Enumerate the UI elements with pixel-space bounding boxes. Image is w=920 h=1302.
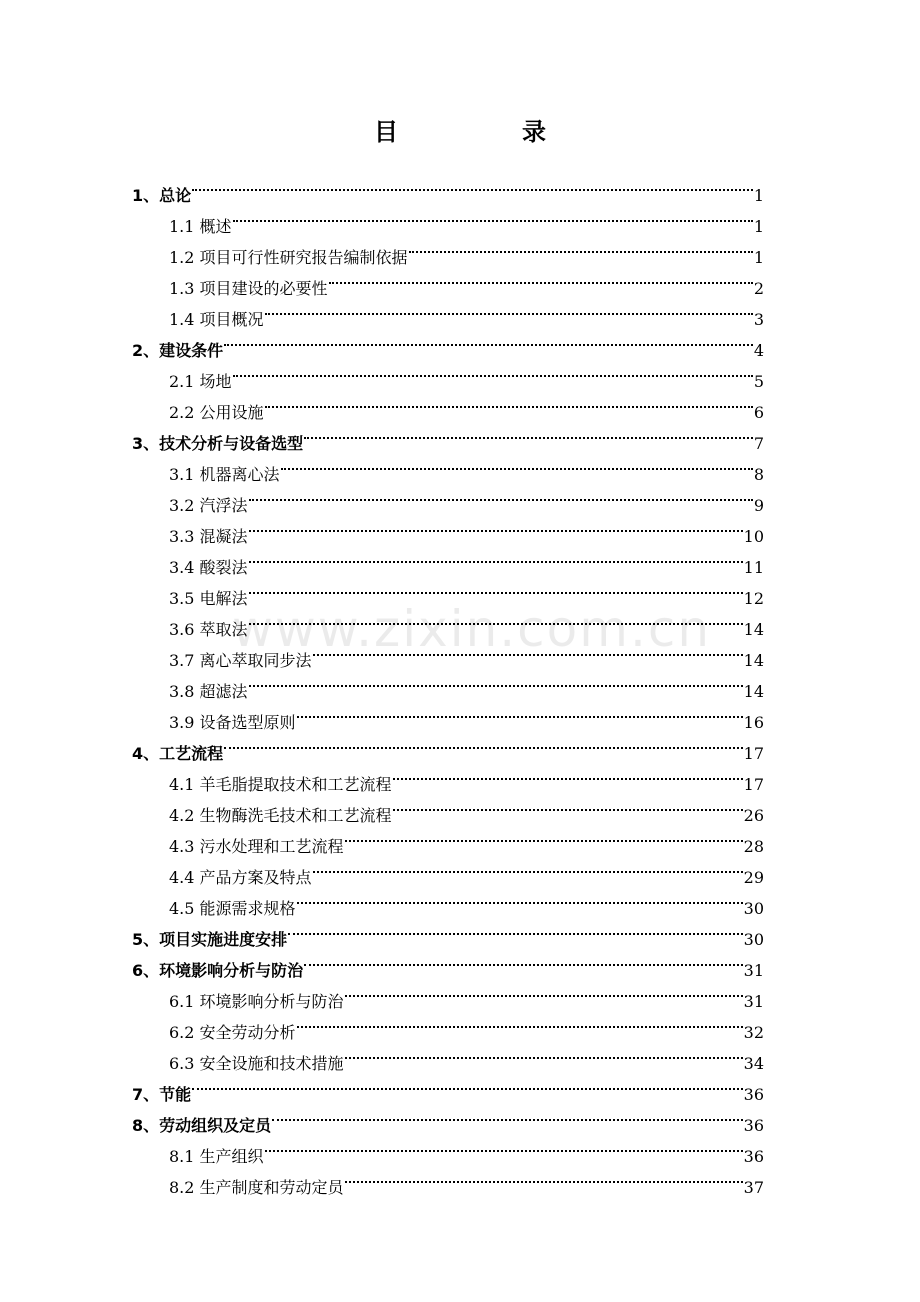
toc-dot-leader xyxy=(249,573,743,604)
toc-entry-label: 3.2 汽浮法 xyxy=(169,496,248,515)
toc-entry-label: 2.1 场地 xyxy=(169,372,232,391)
toc-entry-page-number: 29 xyxy=(743,868,764,887)
toc-dot-leader xyxy=(345,976,743,1007)
toc-entry-page-number: 1 xyxy=(753,186,764,205)
toc-dot-leader xyxy=(393,790,743,821)
toc-entry-page-number: 9 xyxy=(753,496,764,515)
toc-entry-label: 6.1 环境影响分析与防治 xyxy=(169,992,344,1011)
toc-section-entry[interactable] xyxy=(132,356,764,391)
toc-entry-page-number: 36 xyxy=(743,1085,764,1104)
toc-dot-leader xyxy=(272,1100,743,1131)
watermark-text: www.zixin.com.cn xyxy=(232,600,712,658)
toc-entry-label: 3.7 离心萃取同步法 xyxy=(169,651,312,670)
toc-dot-leader xyxy=(249,511,743,542)
toc-entry-label: 3.4 酸裂法 xyxy=(169,558,248,577)
toc-entry-label: 4.4 产品方案及特点 xyxy=(169,868,312,887)
toc-dot-leader xyxy=(297,697,743,728)
toc-chapter-entry[interactable] xyxy=(132,728,764,763)
toc-dot-leader xyxy=(233,356,753,387)
toc-dot-leader xyxy=(265,294,753,325)
toc-dot-leader xyxy=(192,1069,743,1100)
toc-entry-page-number: 32 xyxy=(743,1023,764,1042)
toc-entry-page-number: 37 xyxy=(743,1178,764,1197)
toc-entry-label: 6.2 安全劳动分析 xyxy=(169,1023,296,1042)
title-part-1: 目 xyxy=(374,118,398,146)
toc-entry-label: 1.1 概述 xyxy=(169,217,232,236)
toc-entry-label: 8.1 生产组织 xyxy=(169,1147,264,1166)
toc-section-entry[interactable] xyxy=(132,201,764,236)
toc-dot-leader xyxy=(313,852,743,883)
toc-entry-label: 1.4 项目概况 xyxy=(169,310,264,329)
toc-entry-page-number: 11 xyxy=(743,558,764,577)
toc-entry-page-number: 4 xyxy=(753,341,764,360)
toc-entry-page-number: 7 xyxy=(753,434,764,453)
toc-dot-leader xyxy=(249,604,743,635)
toc-dot-leader xyxy=(409,232,753,263)
toc-dot-leader xyxy=(297,883,743,914)
toc-entry-page-number: 14 xyxy=(743,620,764,639)
toc-dot-leader xyxy=(304,418,753,449)
toc-entry-page-number: 2 xyxy=(753,279,764,298)
toc-dot-leader xyxy=(249,480,753,511)
toc-dot-leader xyxy=(249,666,743,697)
toc-entry-label: 4.3 污水处理和工艺流程 xyxy=(169,837,344,856)
toc-dot-leader xyxy=(224,728,743,759)
toc-chapter-entry[interactable] xyxy=(132,325,764,360)
toc-entry-page-number: 28 xyxy=(743,837,764,856)
toc-entry-label: 1.2 项目可行性研究报告编制依据 xyxy=(169,248,408,267)
toc-entry-page-number: 1 xyxy=(753,248,764,267)
toc-entry-page-number: 10 xyxy=(743,527,764,546)
toc-entry-page-number: 1 xyxy=(753,217,764,236)
toc-entry-page-number: 26 xyxy=(743,806,764,825)
toc-entry-label: 6、环境影响分析与防治 xyxy=(132,961,304,980)
toc-dot-leader xyxy=(345,1038,743,1069)
toc-entry-label: 2、建设条件 xyxy=(132,341,224,360)
toc-dot-leader xyxy=(329,263,753,294)
toc-entry-page-number: 16 xyxy=(743,713,764,732)
title-part-2: 录 xyxy=(522,118,546,146)
toc-entry-label: 3、技术分析与设备选型 xyxy=(132,434,304,453)
toc-entry-label: 8.2 生产制度和劳动定员 xyxy=(169,1178,344,1197)
toc-chapter-entry[interactable] xyxy=(132,170,764,205)
toc-entry-label: 1.3 项目建设的必要性 xyxy=(169,279,328,298)
toc-dot-leader xyxy=(288,914,743,945)
toc-dot-leader xyxy=(281,449,753,480)
table-of-contents xyxy=(132,170,764,1197)
toc-entry-label: 7、节能 xyxy=(132,1085,192,1104)
toc-dot-leader xyxy=(265,1131,743,1162)
toc-entry-label: 3.3 混凝法 xyxy=(169,527,248,546)
toc-entry-label: 4.1 羊毛脂提取技术和工艺流程 xyxy=(169,775,392,794)
toc-dot-leader xyxy=(304,945,743,976)
toc-entry-page-number: 31 xyxy=(743,961,764,980)
toc-entry-label: 3.6 萃取法 xyxy=(169,620,248,639)
toc-dot-leader xyxy=(313,635,743,666)
toc-entry-label: 4.5 能源需求规格 xyxy=(169,899,296,918)
toc-entry-label: 5、项目实施进度安排 xyxy=(132,930,288,949)
toc-chapter-entry[interactable] xyxy=(132,1069,764,1104)
toc-entry-page-number: 31 xyxy=(743,992,764,1011)
toc-dot-leader xyxy=(345,1162,743,1193)
toc-entry-page-number: 8 xyxy=(753,465,764,484)
toc-entry-page-number: 3 xyxy=(753,310,764,329)
toc-entry-page-number: 14 xyxy=(743,682,764,701)
toc-dot-leader xyxy=(265,387,753,418)
toc-entry-page-number: 34 xyxy=(743,1054,764,1073)
toc-entry-page-number: 30 xyxy=(743,899,764,918)
page-title xyxy=(0,112,920,147)
toc-dot-leader xyxy=(249,542,743,573)
toc-entry-label: 4.2 生物酶洗毛技术和工艺流程 xyxy=(169,806,392,825)
toc-entry-page-number: 12 xyxy=(743,589,764,608)
toc-entry-page-number: 36 xyxy=(743,1147,764,1166)
toc-dot-leader xyxy=(233,201,753,232)
toc-entry-page-number: 17 xyxy=(743,775,764,794)
toc-dot-leader xyxy=(297,1007,743,1038)
toc-entry-label: 1、总论 xyxy=(132,186,192,205)
toc-dot-leader xyxy=(345,821,743,852)
toc-chapter-entry[interactable] xyxy=(132,1100,764,1135)
toc-entry-label: 6.3 安全设施和技术措施 xyxy=(169,1054,344,1073)
toc-entry-page-number: 6 xyxy=(753,403,764,422)
toc-dot-leader xyxy=(224,325,753,356)
toc-entry-label: 3.5 电解法 xyxy=(169,589,248,608)
toc-dot-leader xyxy=(192,170,753,201)
toc-entry-label: 3.9 设备选型原则 xyxy=(169,713,296,732)
toc-entry-page-number: 36 xyxy=(743,1116,764,1135)
toc-entry-page-number: 14 xyxy=(743,651,764,670)
toc-entry-label: 8、劳动组织及定员 xyxy=(132,1116,272,1135)
toc-entry-label: 3.8 超滤法 xyxy=(169,682,248,701)
toc-entry-page-number: 5 xyxy=(753,372,764,391)
toc-entry-label: 4、工艺流程 xyxy=(132,744,224,763)
toc-entry-label: 2.2 公用设施 xyxy=(169,403,264,422)
toc-dot-leader xyxy=(393,759,743,790)
toc-section-entry[interactable] xyxy=(132,759,764,794)
toc-entry-page-number: 30 xyxy=(743,930,764,949)
toc-entry-page-number: 17 xyxy=(743,744,764,763)
toc-entry-label: 3.1 机器离心法 xyxy=(169,465,280,484)
